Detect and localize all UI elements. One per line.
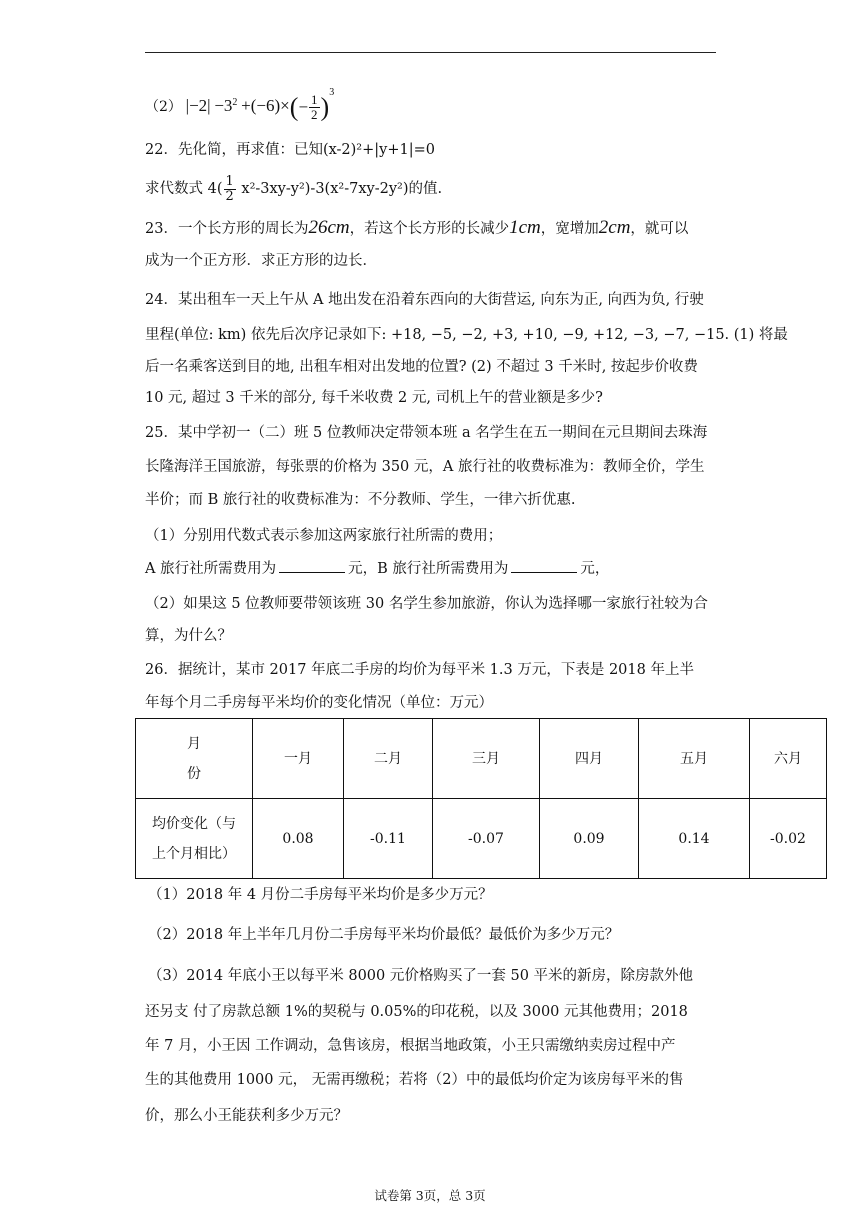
q22-line1: 22．先化简，再求值：已知(x-2)²+|y+1|=0 (145, 142, 435, 158)
q25-line2: 长隆海洋王国旅游，每张票的价格为 350 元，A 旅行社的收费标准为：教师全价，学生 (145, 459, 705, 475)
header-rule (145, 52, 716, 53)
q24-line3: 后一名乘客送到目的地, 出租车相对出发地的位置? (2) 不超过 3 千米时, 按起步价收费 (145, 359, 698, 375)
q25-line4: （1）分别用代数式表示参加这两家旅行社所需的费用； (145, 528, 503, 544)
table-row-months (136, 719, 827, 799)
table-cell-change: -0.02 (750, 799, 827, 879)
q25-line7: 算，为什么？ (145, 628, 232, 644)
page-footer: 试卷第 3页，总 3页 (374, 1188, 486, 1203)
q22-fraction: $\frac{1}{2}$ (225, 173, 234, 204)
table-cell-month: 四月 (540, 719, 639, 799)
q24-line4: 10 元, 超过 3 千米的部分, 每千米收费 2 元, 司机上午的营业额是多少? (145, 390, 603, 406)
q26-sub2: （2）2018 年上半年几月份二手房每平米均价最低？最低价为多少万元？ (148, 927, 620, 943)
table-header-month: 月 份 (136, 719, 253, 799)
q21-outer-exp: 3 (329, 87, 335, 98)
answer-blank-a[interactable] (279, 558, 345, 573)
table-cell-month: 三月 (433, 719, 540, 799)
q24-line1: 24．某出租车一天上午从 A 地出发在沿着东西向的大街营运, 向东为正, 向西为负, 行驶 (145, 292, 704, 308)
q24-line2: 里程(单位: km) 依先后次序记录如下: +18, −5, −2, +3, +10, −9, +12, −3, −7, −15. (1) 将最 (145, 327, 788, 343)
q26-sub3-line3: 年 7 月，小王因 工作调动，急售该房，根据当地政策，小王只需缴纳卖房过程中产 (145, 1038, 676, 1054)
q26-sub3-line2: 还另支 付了房款总额 1%的契税与 0.05%的印花税，以及 3000 元其他费用；2018 (145, 1004, 688, 1020)
table-cell-month: 一月 (253, 719, 344, 799)
table-cell-month: 六月 (750, 719, 827, 799)
price-change-table (135, 718, 827, 879)
table-cell-change: 0.09 (540, 799, 639, 879)
q25-line3: 半价；而 B 旅行社的收费标准为：不分教师、学生，一律六折优惠. (145, 492, 576, 508)
q26-sub3-line5: 价，那么小王能获利多少万元？ (145, 1108, 348, 1124)
q21-label: （2） (145, 99, 182, 115)
q26-line2: 年每个月二手房每平米均价的变化情况（单位：万元） (145, 695, 493, 711)
q26-sub3-line1: （3）2014 年底小王以每平米 8000 元价格购买了一套 50 平米的新房，除房款外他 (148, 968, 694, 984)
q21-part2: （2） $|-2| -3^2 +(-6)\times(-$ $\frac{1}{2}$ )$^3$ (145, 87, 335, 123)
q26-line1: 26．据统计，某市 2017 年底二手房的均价为每平米 1.3 万元，下表是 2018 年上半 (145, 662, 694, 678)
q26-sub1: （1）2018 年 4 月份二手房每平米均价是多少万元？ (148, 887, 493, 903)
table-header-change: 均价变化（与 上个月相比） (136, 799, 253, 879)
table-cell-change: -0.11 (344, 799, 433, 879)
q21-pow-base: 3 (223, 96, 233, 115)
q23-line1: 23．一个长方形的周长为26cm，若这个长方形的长减少1cm，宽增加2cm，就可以 (145, 217, 689, 238)
q25-line6: （2）如果这 5 位教师要带领该班 30 名学生参加旅游，你认为选择哪一家旅行社较为合 (145, 596, 708, 612)
q22-line2: 求代数式 4( $\frac{1}{2}$ x²-3xy-y²)-3(x²-7xy-2y²)的值. (145, 173, 443, 204)
q26-sub3-line4: 生的其他费用 1000 元， 无需再缴税；若将（2）中的最低均价定为该房每平米的售 (145, 1072, 684, 1088)
q25-line5: A 旅行社所需费用为 元，B 旅行社所需费用为 元， (145, 558, 609, 579)
q21-pow-exp: 2 (232, 97, 238, 108)
q21-paren: +(−6)× (241, 96, 290, 115)
table-cell-month: 五月 (639, 719, 750, 799)
table-cell-change: 0.08 (253, 799, 344, 879)
answer-blank-b[interactable] (511, 558, 577, 573)
q23-line2: 成为一个正方形．求正方形的边长． (145, 253, 377, 269)
table-cell-change: 0.14 (639, 799, 750, 879)
table-cell-month: 二月 (344, 719, 433, 799)
q21-fraction: $\frac{1}{2}$ (311, 92, 318, 123)
q21-abs: |−2| (185, 96, 211, 115)
table-cell-change: -0.07 (433, 799, 540, 879)
q25-line1: 25．某中学初一（二）班 5 位教师决定带领本班 a 名学生在五一期间在元旦期间去珠海 (145, 425, 708, 441)
table-row-changes (136, 799, 827, 879)
